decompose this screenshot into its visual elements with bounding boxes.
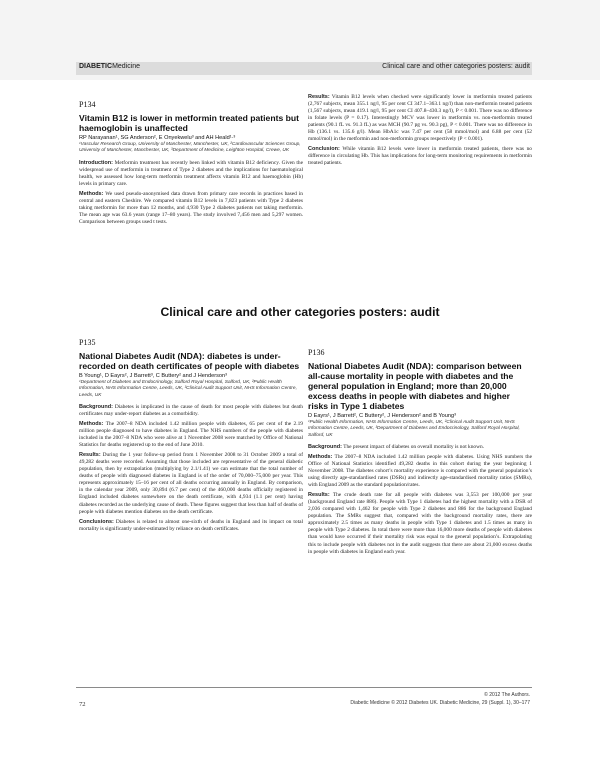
conclusion-paragraph bbox=[308, 146, 532, 167]
introduction-label: Introduction: bbox=[79, 159, 113, 166]
background-paragraph bbox=[308, 444, 532, 451]
journal-name-bold: DIABETIC bbox=[79, 63, 113, 70]
methods-paragraph bbox=[308, 454, 532, 489]
abstract-title: National Diabetes Audit (NDA): diabetes is under-recorded on death certificates of people with diabetes bbox=[79, 351, 300, 371]
page-number: 72 bbox=[79, 701, 86, 708]
abstract-p136 bbox=[308, 348, 532, 682]
background-label: Background: bbox=[79, 403, 113, 410]
results-text: Vitamin B12 levels when checked were significantly lower in metformin treated patients (2,767 subjects, mean 355.1 ng/l, 95 per cent CI 347.1–363.1 ng/l) than non-metformin treated patients (1,567 subjects, mean 419.1 ng/l, 95 per cent CI 407.8–430.3 ng/l), P < 0.001. There was no difference in folate levels (P = 0.17). Interestingly MCV was lower in metformin vs. non-metformin treated patients (90.1 fL vs. 91.3 fL) as was MCH (90.7 pg vs. 90.3 pg), P < 0.001. There was no difference in Hb (136.1 vs. 135.6 g/l). Mean HbA1c was 7.47 per cent (58 mmol/mol) and 6.88 per cent (52 mmol/mol) in the metformin and non-metformin groups respectively (P < 0.001). bbox=[308, 94, 532, 143]
conclusions-text: Diabetes is related to almost one-sixth of deaths in England and its impact on total mortality is significantly under-estimated by reliance on death certificates. bbox=[79, 518, 303, 532]
background-paragraph bbox=[79, 404, 303, 418]
methods-label: Methods: bbox=[79, 420, 104, 427]
methods-paragraph bbox=[79, 191, 303, 226]
introduction-text: Metformin treatment has recently been linked with vitamin B12 deficiency. Given the widespread use of metformin in treatment of Type 2 diabetes and the implications for haematological health, we assessed how long-term metformin treatment affects vitamin B12 and haemoglobin (Hb) levels in primary care. bbox=[79, 159, 303, 187]
abstract-number: P135 bbox=[79, 338, 96, 347]
results-paragraph bbox=[79, 452, 303, 515]
background-label: Background: bbox=[308, 443, 342, 450]
journal-name bbox=[79, 63, 140, 70]
footer-copyright: © 2012 The Authors. bbox=[484, 692, 530, 698]
abstract-number: P134 bbox=[79, 100, 96, 109]
methods-paragraph bbox=[79, 421, 303, 449]
conclusions-paragraph bbox=[79, 519, 303, 533]
abstract-p135 bbox=[79, 338, 303, 682]
abstract-authors: RP Narayanan¹, SG Anderson², E Onyekwelu³ and AH Heald¹·³ bbox=[79, 135, 236, 141]
abstract-p134-part2 bbox=[308, 94, 532, 290]
conclusion-label: Conclusion: bbox=[308, 146, 340, 153]
section-title: Clinical care and other categories posters: audit bbox=[160, 305, 440, 319]
footer-rule bbox=[76, 687, 532, 688]
conclusions-label: Conclusions: bbox=[79, 518, 114, 525]
running-head: Clinical care and other categories posters: audit bbox=[382, 63, 530, 70]
results-paragraph bbox=[308, 492, 532, 555]
results-label: Results: bbox=[79, 452, 101, 459]
conclusion-text: While vitamin B12 levels were lower in metformin treated patients, there was no difference in circulating Hb. This has implications for long-term monitoring requirements in metformin treated patients. bbox=[308, 146, 532, 167]
abstract-title: Vitamin B12 is lower in metformin treated patients but haemoglobin is unaffected bbox=[79, 113, 299, 133]
methods-text: The 2007–8 NDA included 1.42 million people with diabetes, 65 per cent of the 2.19 million people diagnosed to have diabetes in England. The NHS numbers of the people with diabetes included in the 2007–8 NDA who were alive at 1 November 2008 were matched by Office of National Statistics for deaths registered up to the end of June 2010. bbox=[79, 420, 303, 449]
methods-text: We used pseudo-anonymised data drawn from primary care records in practices based in central and eastern Cheshire. We compared vitamin B12 levels in 7,823 patients with Type 2 diabetes taking metformin for more than 12 months, and 4,930 Type 2 diabetes patients not taking metformin. The mean age was 63.6 years (range 17–80 years). The study involved 7,456 men and 5,297 women. Comparison between groups used t tests. bbox=[79, 190, 303, 225]
results-label: Results: bbox=[308, 94, 330, 100]
abstract-number: P136 bbox=[308, 348, 325, 357]
results-text: During the 1 year follow-up period from 1 November 2008 to 31 October 2009 a total of 49,282 deaths were recorded. Assuming that those included are representative of the general diabetic population, then by extrapolation (multiplying by 2.1/1.41) we can estimate that the total number of deaths of people with diagnosed diabetes in England is of the order of 70,000–75,000 per year. This represents approximately 15–16 per cent of all deaths occurring annually in England. By comparison, in the calendar year 2009, only 30,894 (6.7 per cent) of the 460,000 deaths officially registered in England included diabetes somewhere on the death certificate, with 4,934 (1.1 per cent) having diabetes recorded as the underlying cause of death. These figures suggest that less than half of deaths of people with diabetes mention diabetes on the death certificate. bbox=[79, 452, 303, 515]
abstract-affiliations: ¹Public Health Information, NHS Information Centre, Leeds, UK, ²Clinical Audit Support Unit, NHS Information Centre, Leeds, UK, ³Department of Diabetes and Endocrinology, Salford Royal Hospital, Salford, UK bbox=[308, 420, 520, 438]
abstract-authors: D Eayrs¹, J Barrett², C Buttery², J Henderson² and B Young³ bbox=[308, 413, 456, 419]
abstract-affiliations: ¹Department of Diabetes and Endocrinology, Salford Royal Hospital, Salford, UK, ²Public Health Information, NHS Information Centre, Leeds, UK, ³Clinical Audit Support Unit, NHS Information Centre, Leeds, UK bbox=[79, 380, 297, 398]
introduction-paragraph bbox=[79, 160, 303, 188]
background-text: Diabetes is implicated in the cause of death for most people with diabetes but death certificates may under-report diabetes as a comorbidity. bbox=[79, 403, 303, 417]
abstract-title: National Diabetes Audit (NDA): comparison between all-cause mortality in people with diabetes and the general population in England; more than 20,000 excess deaths in people with diabetes and higher risks in Type 1 diabetes bbox=[308, 361, 522, 411]
methods-label: Methods: bbox=[308, 453, 333, 460]
methods-label: Methods: bbox=[79, 190, 104, 197]
results-paragraph bbox=[308, 94, 532, 143]
results-text: The crude death rate for all people with diabetes was 3,553 per 100,000 per year (background England rate 886). People with Type 1 diabetes had the highest mortality with a DSR of 2,036 compared with 1,462 for people with Type 2 diabetes and 886 for the background England population. The SMRs suggest that, compared with the background mortality rates, there are approximately 2.5 times as many deaths in people with Type 1 diabetes and 1.5 times as many in people with Type 2 diabetes. In total there were more than 16,000 more deaths of people with diabetes than would have occurred if their mortality risk was equal to the general population’s. Extrapolating this to include people with diabetes not in the audit suggests that there are about 21,000 excess deaths in people with diabetes in England each year. bbox=[308, 492, 532, 555]
methods-text: The 2007–8 NDA included 1.42 million people with diabetes. Using NHS numbers the Office of National Statistics identified 49,282 deaths in this cohort during the year beginning 1 November 2008. The diabetes cohort’s mortality experience is compared with the general population’s using directly age-standardised rates (DSRs) and indirectly age-standardised mortality ratios (SMRs), with England 2009 as the standard population/rates. bbox=[308, 453, 532, 489]
background-text: The present impact of diabetes on overall mortality is not known. bbox=[343, 443, 485, 450]
journal-name-rest: Medicine bbox=[112, 63, 141, 70]
abstract-affiliations: ¹Vascular Research Group, University of Manchester, Manchester, UK, ²Cardiovascular Sciences Group, University of Manchester, Manchester, UK, ³Department of Medicine, Leighton Hospital, Crewe, UK bbox=[79, 142, 301, 154]
footer-citation: Diabetic Medicine © 2012 Diabetes UK. Diabetic Medicine, 29 (Suppl. 1), 30–177 bbox=[350, 700, 530, 706]
abstract-p134-part1 bbox=[79, 100, 303, 290]
abstract-authors: B Young¹, D Eayrs², J Barrett³, C Buttery² and J Henderson³ bbox=[79, 373, 227, 379]
results-label: Results: bbox=[308, 492, 330, 499]
